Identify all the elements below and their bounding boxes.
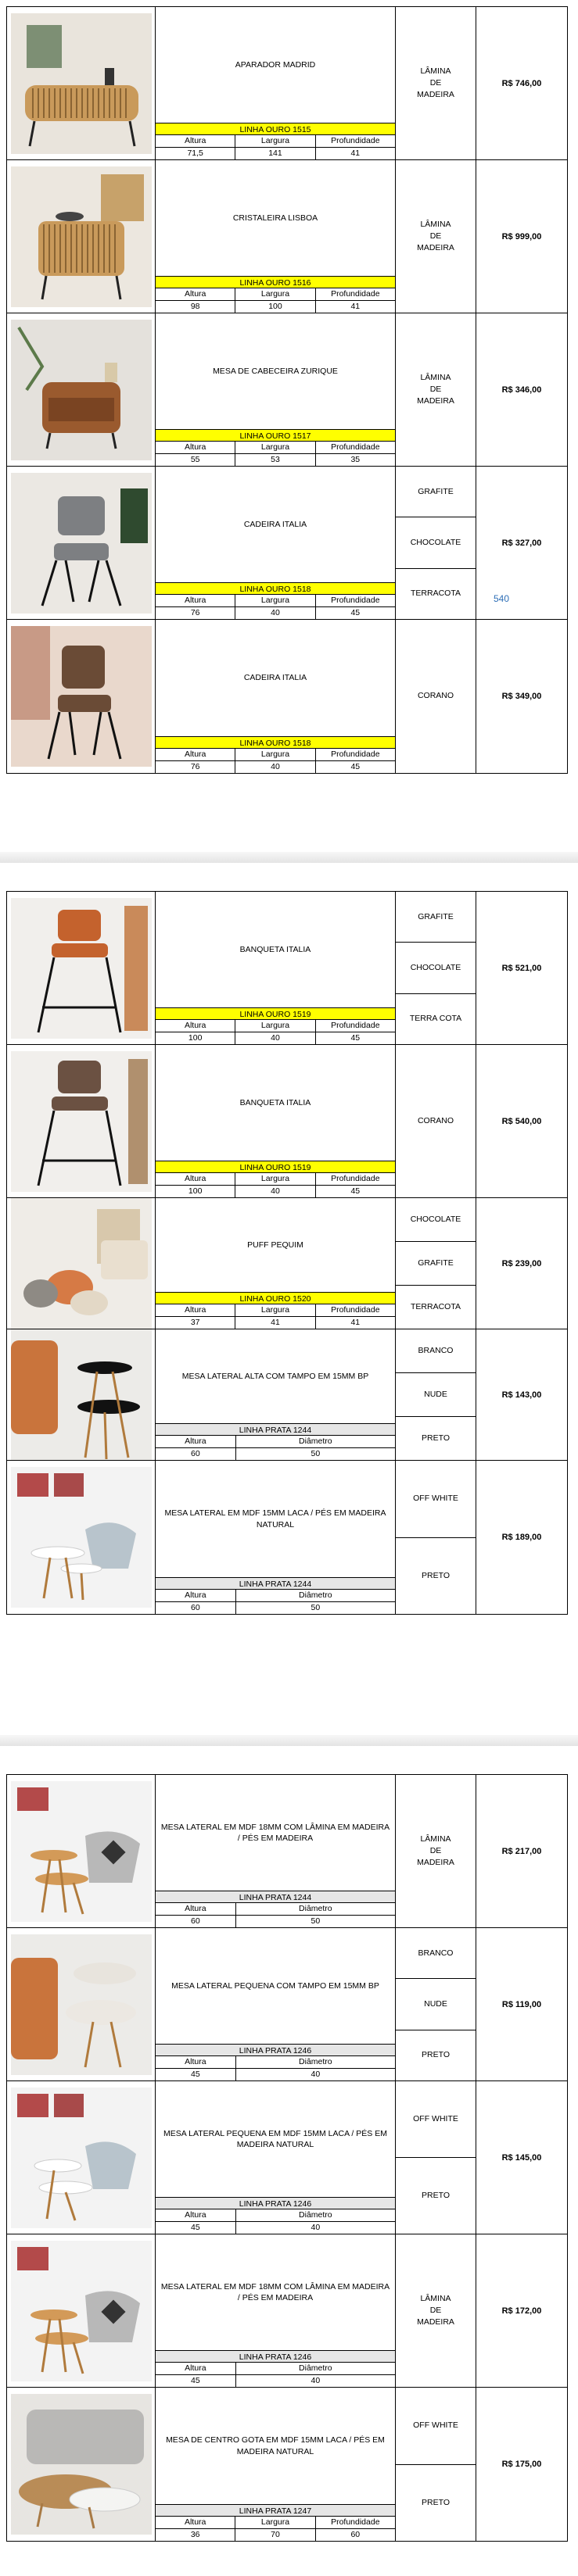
finish-option: NUDE	[396, 1979, 476, 2030]
product-price: R$ 175,00	[501, 2460, 542, 2469]
depth-value: 45	[350, 608, 361, 617]
product-line-band: LINHA PRATA 1244	[156, 1423, 395, 1436]
finish-option: GRAFITE	[396, 467, 476, 517]
product-name: CADEIRA ITALIA	[243, 673, 307, 683]
product-image	[7, 1329, 156, 1460]
product-price: R$ 217,00	[501, 1846, 542, 1856]
height-header: Altura	[156, 288, 235, 300]
product-line-band: LINHA PRATA 1244	[156, 1891, 395, 1903]
product-description	[156, 2234, 396, 2387]
dimension-headers	[156, 442, 395, 453]
depth-header: Profundidade	[331, 289, 380, 299]
catalog-page-2	[6, 891, 568, 1615]
finish-option: PRETO	[422, 1570, 450, 1580]
product-image	[7, 2388, 156, 2541]
product-row	[7, 1045, 567, 1198]
finish-option: LÂMINA DE MADEIRA	[417, 1834, 454, 1868]
product-image	[7, 1045, 156, 1197]
height-value: 37	[156, 1317, 235, 1329]
finish-options	[396, 1045, 476, 1197]
product-price: R$ 189,00	[501, 1533, 542, 1542]
height-value: 45	[156, 2375, 236, 2387]
dimension-headers	[156, 749, 395, 760]
product-image	[7, 160, 156, 313]
depth-value: 45	[350, 762, 361, 771]
product-name: BANQUETA ITALIA	[239, 1097, 311, 1107]
height-value: 71,5	[156, 148, 235, 159]
product-price: R$ 119,00	[501, 1999, 542, 2009]
dimension-values	[156, 1316, 395, 1329]
product-photo	[11, 473, 152, 614]
width-value: 40	[235, 607, 315, 619]
finish-options	[396, 1461, 476, 1614]
depth-value: 45	[350, 1033, 361, 1043]
product-line-band: LINHA OURO 1518	[156, 736, 395, 749]
product-line-band: LINHA PRATA 1246	[156, 2197, 395, 2209]
finish-options	[396, 2388, 476, 2541]
finish-options	[396, 1329, 476, 1460]
dimension-values	[156, 2374, 395, 2387]
depth-header: Profundidade	[331, 1021, 380, 1030]
finish-options	[396, 1775, 476, 1927]
finish-option: LÂMINA DE MADEIRA	[417, 2293, 454, 2327]
product-photo	[11, 2088, 152, 2228]
width-header: Largura	[235, 442, 315, 453]
finish-option: GRAFITE	[396, 892, 476, 943]
dimension-headers	[156, 2517, 395, 2528]
product-photo	[11, 2394, 152, 2535]
depth-value: 41	[350, 1318, 361, 1327]
product-photo	[11, 320, 152, 460]
product-description	[156, 1928, 396, 2080]
dimension-values	[156, 1601, 395, 1614]
finish-options	[396, 892, 476, 1044]
dimension-headers	[156, 135, 395, 147]
diameter-value: 40	[311, 2070, 321, 2079]
product-description	[156, 620, 396, 773]
diameter-value: 50	[311, 1603, 321, 1612]
product-image	[7, 1198, 156, 1329]
product-row	[7, 7, 567, 160]
product-line-band: LINHA OURO 1520	[156, 1292, 395, 1304]
product-line-band: LINHA OURO 1517	[156, 429, 395, 442]
product-line-band: LINHA OURO 1519	[156, 1161, 395, 1173]
width-header: Largura	[235, 135, 315, 147]
product-name: BANQUETA ITALIA	[239, 944, 311, 954]
diameter-header: Diâmetro	[299, 2210, 332, 2220]
finish-options	[396, 1198, 476, 1329]
product-row	[7, 892, 567, 1045]
product-row	[7, 620, 567, 773]
height-value: 60	[156, 1602, 236, 1614]
page-separator	[0, 852, 578, 863]
page-separator	[0, 1735, 578, 1746]
finish-option: PRETO	[422, 2497, 450, 2507]
product-image	[7, 2081, 156, 2234]
product-name: MESA DE CENTRO GOTA EM MDF 15MM LACA / PÉS EM MADEIRA NATURAL	[166, 2435, 385, 2456]
dimension-headers	[156, 595, 395, 606]
product-name: APARADOR MADRID	[235, 59, 316, 70]
height-value: 55	[156, 454, 235, 466]
product-row	[7, 1329, 567, 1461]
dimension-values	[156, 2068, 395, 2080]
depth-value: 45	[350, 1186, 361, 1196]
height-header: Altura	[156, 2209, 236, 2221]
width-header: Largura	[235, 2517, 315, 2528]
product-image	[7, 313, 156, 466]
product-description	[156, 160, 396, 313]
product-price: R$ 521,00	[501, 963, 542, 973]
dimension-values	[156, 760, 395, 773]
dimension-headers	[156, 1903, 395, 1915]
finish-option: PRETO	[422, 1433, 450, 1443]
finish-option: CHOCOLATE	[396, 517, 476, 568]
product-photo	[11, 1329, 152, 1460]
product-photo	[11, 1467, 152, 1608]
product-description	[156, 1329, 396, 1460]
height-value: 76	[156, 607, 235, 619]
finish-option: LÂMINA DE MADEIRA	[417, 219, 454, 253]
dimension-headers	[156, 2056, 395, 2068]
product-line-band: LINHA PRATA 1246	[156, 2044, 395, 2056]
product-line-band: LINHA OURO 1519	[156, 1007, 395, 1020]
height-value: 36	[156, 2529, 235, 2541]
finish-options	[396, 467, 476, 619]
height-header: Altura	[156, 1173, 235, 1185]
diameter-value: 50	[311, 1916, 321, 1926]
product-row	[7, 2388, 567, 2541]
product-name: MESA LATERAL EM MDF 18MM COM LÂMINA EM MADEIRA / PÉS EM MADEIRA	[160, 2281, 390, 2302]
product-name: MESA LATERAL PEQUENA COM TAMPO EM 15MM BP	[171, 1980, 379, 1991]
product-description	[156, 1045, 396, 1197]
product-name: PUFF PEQUIM	[247, 1240, 303, 1250]
product-line-band: LINHA PRATA 1244	[156, 1577, 395, 1590]
dimension-values	[156, 147, 395, 159]
product-description	[156, 313, 396, 466]
product-photo	[11, 13, 152, 154]
product-price: R$ 145,00	[501, 2152, 542, 2163]
finish-option: LÂMINA DE MADEIRA	[417, 372, 454, 406]
finish-options	[396, 160, 476, 313]
finish-option: OFF WHITE	[396, 1461, 476, 1538]
finish-option: TERRACOTA	[411, 589, 461, 599]
width-value: 41	[235, 1317, 315, 1329]
width-value: 53	[235, 454, 315, 466]
height-header: Altura	[156, 442, 235, 453]
product-row	[7, 467, 567, 620]
dimension-headers	[156, 1304, 395, 1316]
product-photo	[11, 1198, 152, 1329]
height-header: Altura	[156, 1436, 236, 1447]
product-photo	[11, 166, 152, 307]
diameter-header: Diâmetro	[299, 2363, 332, 2373]
diameter-value: 40	[311, 2376, 321, 2385]
width-value: 40	[235, 1032, 315, 1044]
height-header: Altura	[156, 749, 235, 760]
product-image	[7, 1775, 156, 1927]
width-value: 100	[235, 301, 315, 313]
product-image	[7, 1461, 156, 1614]
depth-header: Profundidade	[331, 750, 380, 759]
finish-option: BRANCO	[396, 1928, 476, 1979]
product-name: MESA DE CABECEIRA ZURIQUE	[213, 366, 338, 376]
product-row	[7, 1198, 567, 1329]
depth-value: 35	[350, 455, 361, 464]
product-description	[156, 467, 396, 619]
width-value: 40	[235, 761, 315, 773]
product-price-cell	[476, 467, 567, 619]
finish-option: CHOCOLATE	[396, 1198, 476, 1242]
product-row	[7, 313, 567, 467]
diameter-header: Diâmetro	[299, 1904, 332, 1913]
dimension-headers	[156, 2209, 395, 2221]
product-photo	[11, 626, 152, 767]
dimension-values	[156, 1032, 395, 1044]
product-line-band: LINHA OURO 1516	[156, 276, 395, 288]
product-image	[7, 7, 156, 159]
product-line-band: LINHA OURO 1518	[156, 582, 395, 595]
dimension-headers	[156, 1173, 395, 1185]
dimension-values	[156, 453, 395, 466]
dimension-headers	[156, 1590, 395, 1601]
product-description	[156, 892, 396, 1044]
product-row	[7, 160, 567, 313]
diameter-value: 40	[311, 2223, 321, 2232]
product-description	[156, 7, 396, 159]
product-image	[7, 620, 156, 773]
height-header: Altura	[156, 2363, 236, 2374]
product-image	[7, 1928, 156, 2080]
finish-option: OFF WHITE	[396, 2081, 476, 2158]
product-row	[7, 2081, 567, 2234]
finish-option: CORANO	[417, 691, 454, 701]
width-value: 141	[235, 148, 315, 159]
width-header: Largura	[235, 288, 315, 300]
dimension-headers	[156, 1436, 395, 1447]
product-name: MESA LATERAL EM MDF 18MM COM LÂMINA EM MADEIRA / PÉS EM MADEIRA	[160, 1822, 390, 1843]
dimension-values	[156, 606, 395, 619]
finish-options	[396, 1928, 476, 2080]
finish-options	[396, 7, 476, 159]
product-name: MESA LATERAL PEQUENA EM MDF 15MM LACA / PÉS EM MADEIRA NATURAL	[163, 2128, 387, 2149]
finish-option: TERRA COTA	[409, 1014, 462, 1024]
product-price: R$ 746,00	[501, 78, 542, 88]
finish-option: GRAFITE	[396, 1242, 476, 1286]
diameter-header: Diâmetro	[299, 1590, 332, 1600]
height-value: 100	[156, 1032, 235, 1044]
finish-option: CORANO	[417, 1115, 454, 1125]
product-photo	[11, 2241, 152, 2381]
height-header: Altura	[156, 595, 235, 606]
width-header: Largura	[235, 1020, 315, 1032]
product-line-band: LINHA PRATA 1247	[156, 2504, 395, 2517]
dimension-values	[156, 1915, 395, 1927]
product-image	[7, 892, 156, 1044]
width-value: 40	[235, 1186, 315, 1197]
depth-header: Profundidade	[331, 2517, 380, 2527]
diameter-header: Diâmetro	[299, 1436, 332, 1446]
width-header: Largura	[235, 1304, 315, 1316]
height-header: Altura	[156, 1304, 235, 1316]
depth-value: 60	[350, 2530, 361, 2539]
depth-header: Profundidade	[331, 136, 380, 145]
product-image	[7, 2234, 156, 2387]
product-price: R$ 999,00	[501, 231, 542, 242]
depth-header: Profundidade	[331, 1305, 380, 1315]
dimension-values	[156, 1185, 395, 1197]
height-value: 60	[156, 1448, 236, 1460]
product-photo	[11, 1051, 152, 1192]
dimension-headers	[156, 2363, 395, 2374]
product-row	[7, 2234, 567, 2388]
product-row	[7, 1461, 567, 1614]
height-value: 100	[156, 1186, 235, 1197]
height-value: 98	[156, 301, 235, 313]
finish-option: OFF WHITE	[396, 2388, 476, 2465]
product-line-band: LINHA PRATA 1246	[156, 2350, 395, 2363]
product-price: R$ 239,00	[501, 1258, 542, 1268]
height-header: Altura	[156, 1590, 236, 1601]
catalog-page-1	[6, 6, 568, 774]
height-header: Altura	[156, 1020, 235, 1032]
finish-option: LÂMINA DE MADEIRA	[417, 66, 454, 100]
depth-header: Profundidade	[331, 1174, 380, 1183]
dimension-values	[156, 1447, 395, 1460]
product-price: R$ 172,00	[501, 2306, 542, 2316]
depth-header: Profundidade	[331, 442, 380, 452]
product-description	[156, 1775, 396, 1927]
dimension-values	[156, 300, 395, 313]
product-name: MESA LATERAL ALTA COM TAMPO EM 15MM BP	[181, 1371, 369, 1381]
height-header: Altura	[156, 2056, 236, 2068]
finish-option: BRANCO	[396, 1329, 476, 1373]
height-value: 45	[156, 2222, 236, 2234]
finish-options	[396, 2081, 476, 2234]
depth-header: Profundidade	[331, 596, 380, 605]
product-description	[156, 2388, 396, 2541]
product-image	[7, 467, 156, 619]
diameter-header: Diâmetro	[299, 2057, 332, 2066]
finish-option: CHOCOLATE	[396, 943, 476, 993]
finish-option: PRETO	[422, 2190, 450, 2200]
width-header: Largura	[235, 1173, 315, 1185]
height-value: 60	[156, 1916, 236, 1927]
dimension-headers	[156, 288, 395, 300]
height-header: Altura	[156, 2517, 235, 2528]
product-photo	[11, 898, 152, 1039]
finish-options	[396, 2234, 476, 2387]
product-description	[156, 1198, 396, 1329]
product-row	[7, 1775, 567, 1928]
product-name: CRISTALEIRA LISBOA	[232, 213, 318, 223]
catalog-page-3	[6, 1774, 568, 2542]
height-header: Altura	[156, 135, 235, 147]
finish-option: TERRACOTA	[411, 1301, 461, 1311]
depth-value: 41	[350, 148, 361, 158]
finish-options	[396, 620, 476, 773]
dimension-values	[156, 2528, 395, 2541]
diameter-value: 50	[311, 1449, 321, 1458]
product-line-band: LINHA OURO 1515	[156, 123, 395, 135]
product-photo	[11, 1781, 152, 1922]
product-price: R$ 540,00	[501, 1116, 542, 1126]
dimension-values	[156, 2221, 395, 2234]
product-description	[156, 2081, 396, 2234]
width-header: Largura	[235, 749, 315, 760]
height-header: Altura	[156, 1903, 236, 1915]
product-description	[156, 1461, 396, 1614]
product-photo	[11, 1934, 152, 2075]
product-name: MESA LATERAL EM MDF 15MM LACA / PÉS EM MADEIRA NATURAL	[164, 1508, 386, 1530]
product-price: R$ 143,00	[501, 1390, 542, 1400]
product-price: R$ 346,00	[501, 385, 542, 395]
width-value: 70	[235, 2529, 315, 2541]
product-price: R$ 327,00	[501, 538, 542, 548]
dimension-headers	[156, 1020, 395, 1032]
product-row	[7, 1928, 567, 2081]
height-value: 76	[156, 761, 235, 773]
product-price: R$ 349,00	[501, 692, 542, 701]
depth-value: 41	[350, 302, 361, 311]
finish-options	[396, 313, 476, 466]
finish-option: PRETO	[422, 2050, 450, 2060]
finish-option: NUDE	[396, 1373, 476, 1417]
width-header: Largura	[235, 595, 315, 606]
price-note: 540	[494, 593, 510, 604]
product-name: CADEIRA ITALIA	[243, 519, 307, 529]
height-value: 45	[156, 2069, 236, 2080]
